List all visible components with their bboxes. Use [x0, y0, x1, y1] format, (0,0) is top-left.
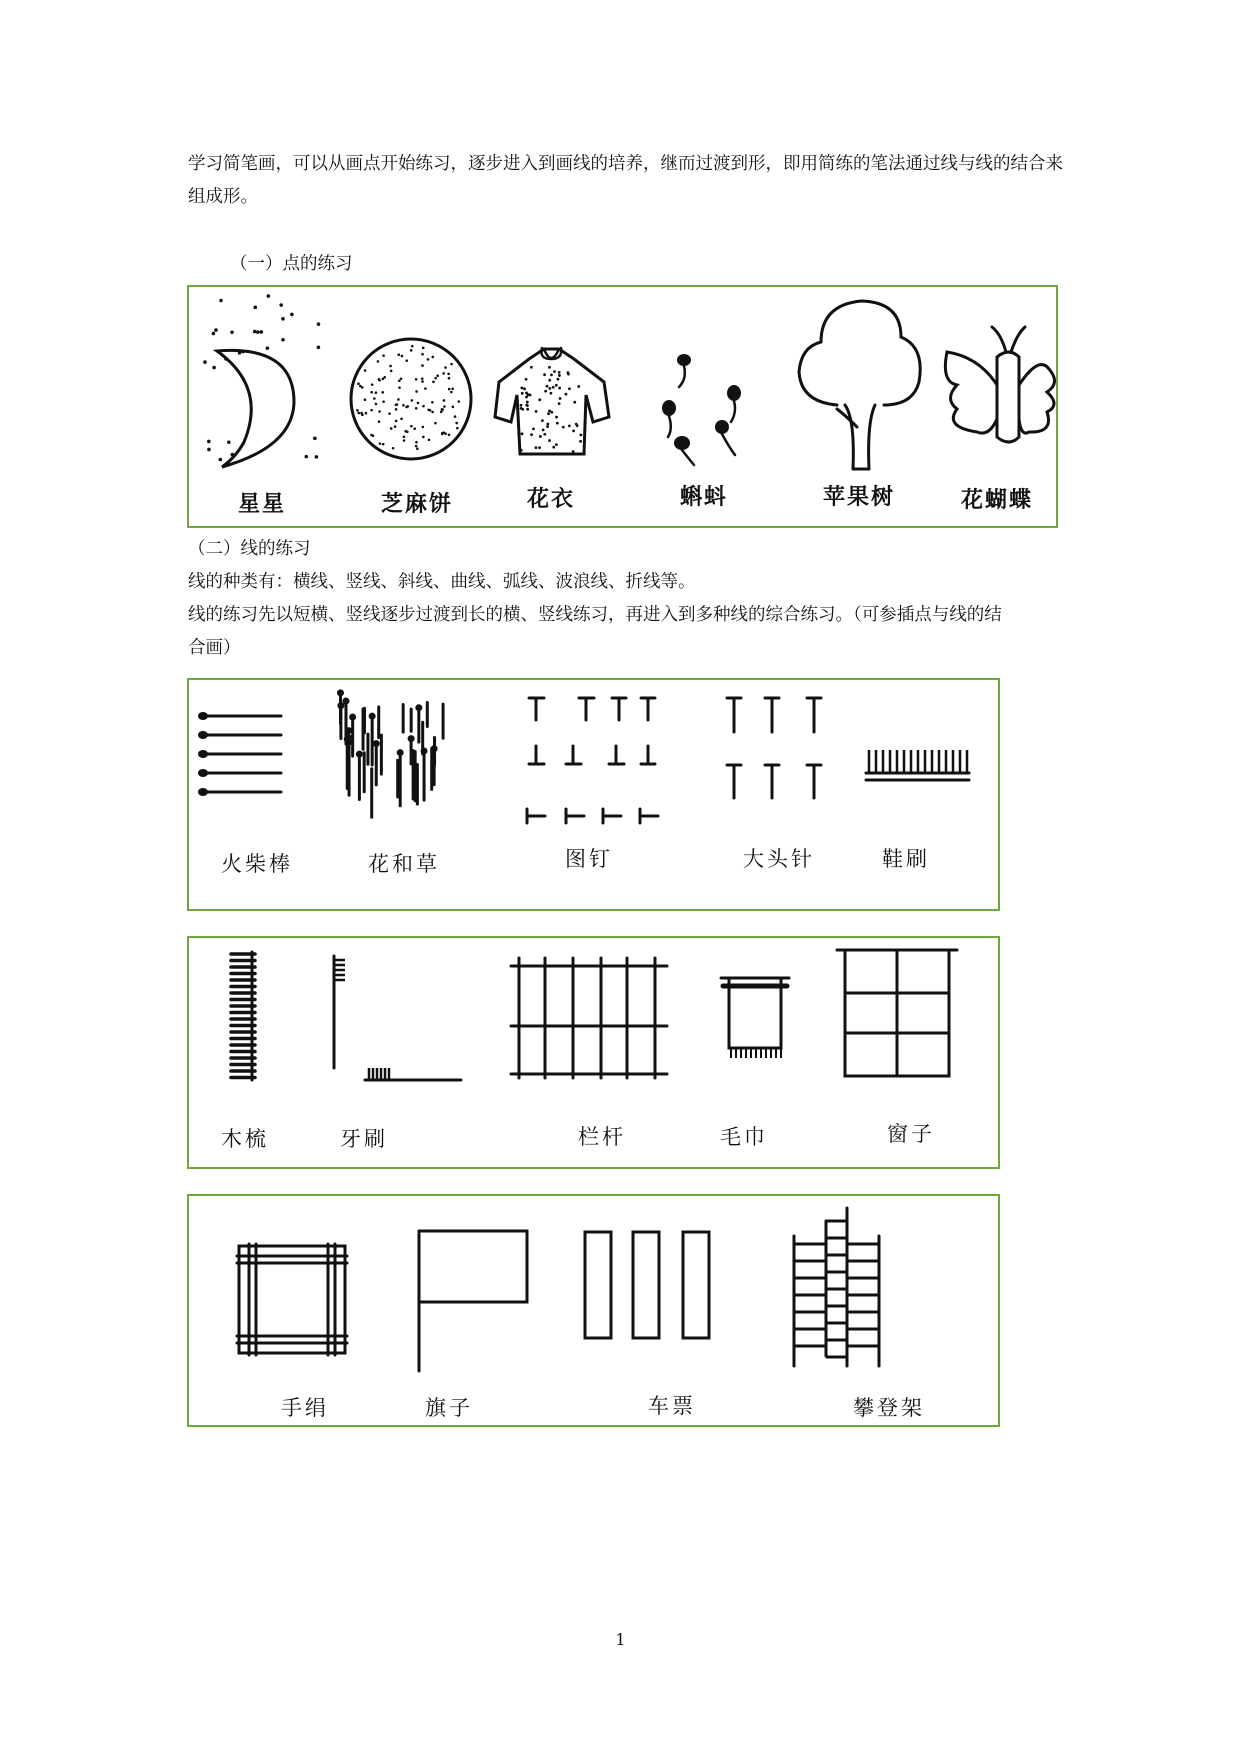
caption-towel: 毛巾	[720, 1125, 768, 1149]
caption-flowers-grass: 花和草	[368, 852, 440, 876]
caption-toothbrush: 牙刷	[340, 1127, 388, 1151]
caption-flower-shirt: 花衣	[526, 487, 576, 512]
moon-drawing	[217, 350, 294, 467]
caption-tadpoles: 蝌蚪	[679, 485, 729, 510]
section1-heading: （一）点的练习	[230, 254, 353, 274]
line-practice-desc-2: 合画）	[188, 638, 241, 658]
window-drawing	[837, 950, 957, 1076]
line-drawings-1	[189, 680, 1002, 913]
caption-shoe-brush: 鞋刷	[882, 847, 930, 871]
caption-stars: 星星	[237, 492, 287, 517]
railing-drawing	[511, 958, 667, 1078]
caption-pins: 大头针	[743, 847, 815, 871]
line-practice-panel-2	[187, 936, 1000, 1169]
climbing-frame-rungs	[794, 1221, 879, 1357]
intro-paragraph: 学习简笔画，可以从画点开始练习，逐步进入到画线的培养，继而过渡到形，即用简练的笔法通过线与线的结合来组成形。	[188, 154, 1063, 207]
apple-tree-drawing	[799, 301, 920, 405]
toothbrush-bristles	[334, 960, 389, 1080]
caption-pushpins: 图钉	[565, 847, 613, 871]
caption-climbing-frame: 攀登架	[853, 1396, 925, 1420]
caption-matchsticks: 火柴棒	[221, 852, 293, 876]
caption-wooden-comb: 木梳	[221, 1127, 269, 1151]
flag-drawing	[419, 1231, 527, 1371]
caption-handkerchief: 手绢	[281, 1396, 329, 1420]
line-types-text: 线的种类有：横线、竖线、斜线、曲线、弧线、波浪线、折线等。	[188, 572, 696, 592]
shirt-drawing	[495, 349, 609, 454]
tickets-drawing	[585, 1232, 709, 1338]
caption-sesame-cake: 芝麻饼	[380, 492, 454, 517]
caption-ticket: 车票	[648, 1394, 696, 1418]
line-practice-panel-3	[187, 1194, 1000, 1427]
page-number: 1	[615, 1630, 626, 1649]
shoe-brush-bristles	[869, 750, 967, 772]
tadpole-heads	[662, 354, 741, 450]
shoe-brush-drawing	[866, 773, 969, 780]
section2-heading: （二）线的练习	[188, 539, 311, 559]
flowers-and-grass-drawing	[338, 691, 443, 817]
match-heads	[198, 712, 208, 796]
pushpins-drawing	[527, 698, 658, 823]
line-practice-desc-1: 线的练习先以短横、竖线逐步过渡到长的横、竖线练习，再进入到多种线的综合练习。（可参插点与线的结	[188, 605, 1002, 625]
handkerchief-drawing	[237, 1244, 347, 1355]
dot-drawings	[189, 287, 1060, 530]
matchsticks-drawing	[203, 716, 281, 792]
caption-window: 窗子	[887, 1122, 935, 1146]
caption-flag: 旗子	[425, 1396, 473, 1420]
line-practice-panel-1	[187, 678, 1000, 911]
butterfly-drawing	[945, 327, 1054, 442]
dot-practice-panel	[187, 285, 1058, 528]
caption-butterfly: 花蝴蝶	[960, 488, 1034, 513]
sesame-cake-drawing	[351, 339, 471, 459]
climbing-frame-drawing	[794, 1208, 879, 1366]
caption-railing: 栏杆	[578, 1125, 626, 1149]
pins-drawing	[727, 698, 821, 798]
caption-apple-tree: 苹果树	[822, 485, 896, 510]
